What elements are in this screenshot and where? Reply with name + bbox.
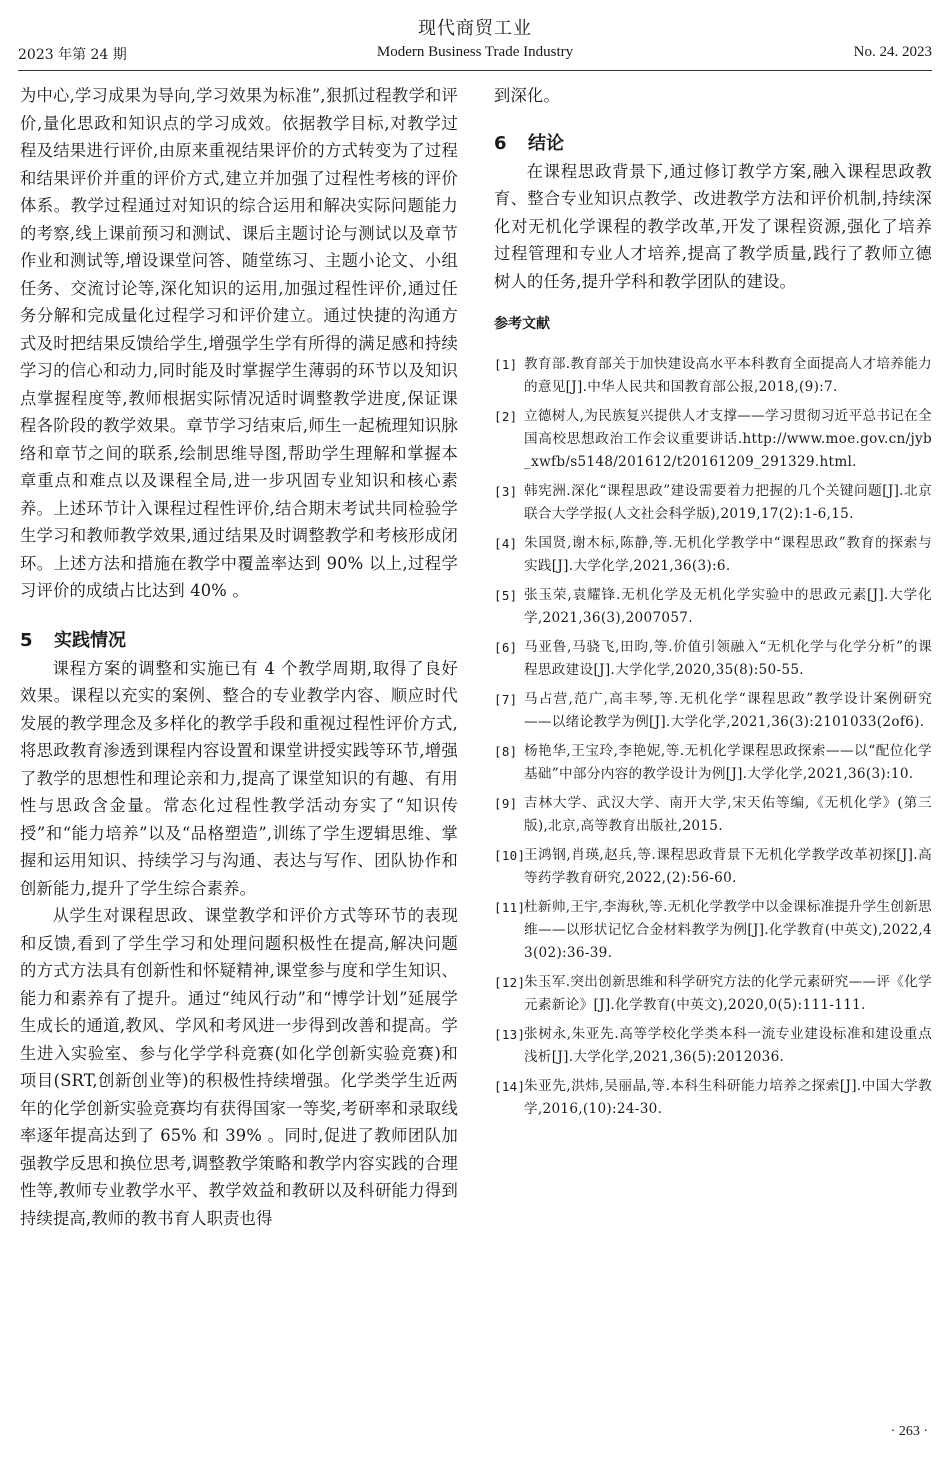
continued-paragraph-right: 到深化。 — [494, 86, 560, 105]
reference-number: [5] — [494, 588, 518, 603]
reference-text: 朱亚先,洪炜,吴丽晶,等.本科生科研能力培养之探索[J].中国大学教学,2016,(10):24-30. — [524, 1078, 932, 1117]
reference-number: [11] — [494, 900, 526, 915]
page-number: · 263 · — [890, 1424, 928, 1439]
references-list — [494, 353, 932, 1121]
reference-number: [13] — [494, 1027, 526, 1042]
reference-text: 马占营,范广,高丰琴,等.无机化学“课程思政”教学设计案例研究——以绪论教学为例[J].大学化学,2021,36(3):2101033(2of6). — [524, 691, 932, 730]
reference-item — [494, 971, 932, 1017]
reference-item — [494, 1023, 932, 1069]
reference-text: 马亚鲁,马骁飞,田昀,等.价值引领融入“无机化学与化学分析”的课程思政建设[J].大学化学,2020,35(8):50-55. — [524, 639, 932, 678]
reference-number: [10] — [494, 848, 526, 863]
reference-item — [494, 480, 932, 526]
reference-number: [4] — [494, 536, 518, 551]
reference-number: [6] — [494, 640, 518, 655]
section-6-title: 结论 — [528, 132, 564, 154]
reference-text: 杨艳华,王宝玲,李艳妮,等.无机化学课程思政探索——以“配位化学基础”中部分内容的教学设计为例[J].大学化学,2021,36(3):10. — [524, 743, 932, 782]
reference-text: 张树永,朱亚先.高等学校化学类本科一流专业建设标准和建设重点浅析[J].大学化学,2021,36(5):2012036. — [524, 1026, 932, 1065]
reference-item — [494, 584, 932, 630]
reference-item — [494, 844, 932, 890]
reference-text: 杜新帅,王宇,李海秋,等.无机化学教学中以金课标准提升学生创新思维——以形状记忆合金材料教学为例[J].化学教育(中英文),2022,43(02):36-39. — [524, 899, 932, 961]
issue-cn: 2023 年第 24 期 — [18, 47, 127, 63]
reference-item — [494, 405, 932, 474]
reference-number: [2] — [494, 409, 518, 424]
reference-text: 王鸿钢,肖瑛,赵兵,等.课程思政背景下无机化学教学改革初探[J].高等药学教育研究,2022,(2):56-60. — [524, 847, 932, 886]
reference-number: [14] — [494, 1079, 526, 1094]
section-6-number: 6 — [494, 132, 507, 154]
running-header — [18, 44, 932, 68]
reference-item — [494, 896, 932, 965]
section-5-title: 实践情况 — [54, 629, 126, 651]
reference-number: [12] — [494, 975, 526, 990]
reference-number: [8] — [494, 744, 518, 759]
reference-item — [494, 636, 932, 682]
reference-text: 吉林大学、武汉大学、南开大学,宋天佑等编,《无机化学》(第三版),北京,高等教育出版社,2015. — [524, 795, 932, 834]
reference-item — [494, 740, 932, 786]
reference-number: [3] — [494, 484, 518, 499]
reference-text: 张玉荣,袁耀锋.无机化学及无机化学实验中的思政元素[J].大学化学,2021,36(3),2007057. — [524, 587, 932, 626]
continued-paragraph: 为中心,学习成果为导向,学习效果为标准”,狠抓过程教学和评价,量化思政和知识点的学习成效。依据教学目标,对教学过程及结果进行评价,由原来重视结果评价的方式转变为了过程和结果评价并重的评价方式,建立并加强了过程性考核的评价体系。教学过程通过对知识的综合运用和解决实际问题能力的考察,线上课前预习和测试、课后主题讨论与测试以及章节作业和测试等,增设课堂问答、随堂练习、主题小论文、小组任务、交流讨论等,深化知识的运用,加强过程性评价,通过任务分解和完成量化过程学习和评价建立。通过快捷的沟通方式及时把结果反馈给学生,增强学生学有所得的满足感和持续学习的信心和动力,同时能及时掌握学生薄弱的环节以及知识点掌握程度等,教师根据实际情况适时调整教学进度,保证课程各阶段的教学效果。章节学习结束后,师生一起梳理知识脉络和章节之间的联系,绘制思维导图,帮助学生理解和掌握本章重点和难点以及课程全局,进一步巩固专业知识和核心素养。上述环节计入课程过程性评价,结合期末考试共同检验学生学习和教师教学效果,通过结果及时调整教学和考核形成闭环。上述方法和措施在教学中覆盖率达到 90% 以上,过程学习评价的成绩占比达到 40% 。 — [20, 86, 458, 600]
section-5-paragraph-1: 课程方案的调整和实施已有 4 个教学周期,取得了良好效果。课程以充实的案例、整合的专业教学内容、顺应时代发展的教学理念及多样化的教学手段和重视过程性评价方式,将思政教育渗透到课程内容设置和课堂讲授实践等环节,增强了教学的思想性和理论亲和力,提高了课堂知识的有趣、有用性与思政含金量。常态化过程性教学活动夯实了“知识传授”和“能力培养”以及“品格塑造”,训练了学生逻辑思维、掌握和运用知识、持续学习与沟通、表达与写作、团队协作和创新能力,提升了学生综合素养。 — [20, 658, 458, 898]
section-6-heading — [494, 130, 932, 158]
issue-en: No. 24. 2023 — [853, 44, 932, 60]
section-5-number: 5 — [20, 629, 33, 651]
reference-text: 朱玉军.突出创新思维和科学研究方法的化学元素研究——评《化学元素新论》[J].化学教育(中英文),2020,0(5):111-111. — [524, 974, 932, 1013]
reference-item — [494, 532, 932, 578]
reference-item — [494, 1075, 932, 1121]
reference-item — [494, 688, 932, 734]
reference-text: 朱国贤,谢木标,陈静,等.无机化学教学中“课程思政”教育的探索与实践[J].大学化学,2021,36(3):6. — [524, 535, 932, 574]
left-column — [20, 82, 458, 1232]
journal-title-cn: 现代商贸工业 — [418, 18, 532, 39]
reference-number: [9] — [494, 796, 518, 811]
reference-item — [494, 353, 932, 399]
right-column — [494, 82, 932, 1127]
reference-text: 教育部.教育部关于加快建设高水平本科教育全面提高人才培养能力的意见[J].中华人民共和国教育部公报,2018,(9):7. — [524, 356, 932, 395]
references-heading: 参考文献 — [494, 316, 550, 332]
journal-title-en: Modern Business Trade Industry — [376, 44, 574, 60]
section-5-heading — [20, 627, 458, 655]
reference-number: [1] — [494, 357, 518, 372]
header-rule — [18, 70, 932, 71]
reference-number: [7] — [494, 692, 518, 707]
section-5-paragraph-2: 从学生对课程思政、课堂教学和评价方式等环节的表现和反馈,看到了学生学习和处理问题积极性在提高,解决问题的方式方法具有创新性和怀疑精神,课堂参与度和学生知识、能力和素养有了提升。通过“纯风行动”和“博学计划”延展学生成长的通道,教风、学风和考风进一步得到改善和提高。学生进入实验室、参与化学学科竞赛(如化学创新实验竞赛)和项目(SRT,创新创业等)的积极性持续增强。化学类学生近两年的化学创新实验竞赛均有获得国家一等奖,考研率和录取线率逐年提高达到了 65% 和 39% 。同时,促进了教师团队加强教学反思和换位思考,调整教学策略和教学内容实践的合理性等,教师专业教学水平、教学效益和教研以及科研能力得到持续提高,教师的教书育人职责也得 — [20, 906, 458, 1228]
reference-item — [494, 792, 932, 838]
reference-text: 韩宪洲.深化“课程思政”建设需要着力把握的几个关键问题[J].北京联合大学学报(人文社会科学版),2019,17(2):1-6,15. — [524, 483, 932, 522]
reference-text: 立德树人,为民族复兴提供人才支撑——学习贯彻习近平总书记在全国高校思想政治工作会议重要讲话.http://www.moe.gov.cn/jyb_xwfb/s5148/201612/t20161209_291329.html. — [524, 408, 932, 470]
section-6-paragraph-1: 在课程思政背景下,通过修订教学方案,融入课程思政教育、整合专业知识点教学、改进教学方法和评价机制,持续深化对无机化学课程的教学改革,开发了课程资源,强化了培养过程管理和专业人才培养,提高了教学质量,践行了教师立德树人的任务,提升学科和教学团队的建设。 — [494, 161, 932, 291]
